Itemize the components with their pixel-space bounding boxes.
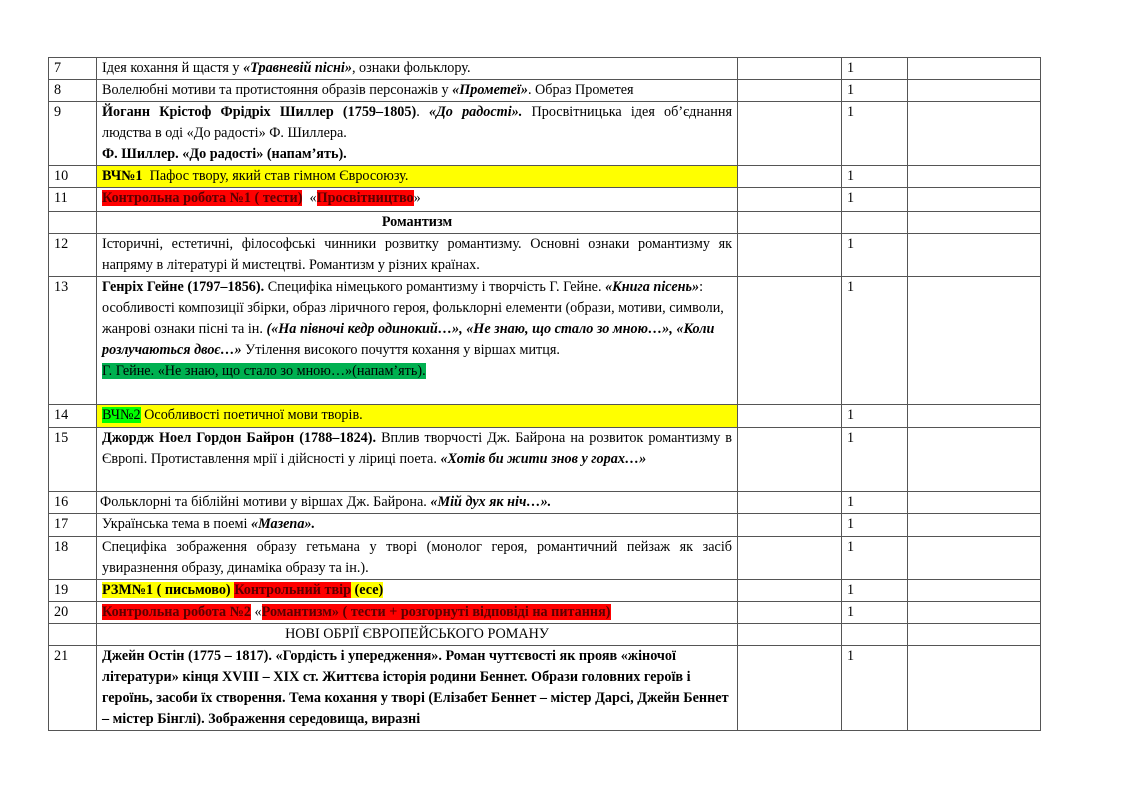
date-cell [738, 58, 842, 80]
author-name: Йоганн Крістоф Фрідріх Шиллер (1759–1805) [102, 104, 417, 120]
lesson-topic [97, 188, 738, 212]
note-cell [908, 234, 1041, 277]
table-row [49, 428, 1041, 492]
date-cell [738, 102, 842, 166]
note-cell [908, 277, 1041, 405]
lesson-number: 17 [49, 514, 97, 537]
note-cell [908, 624, 1041, 646]
hours-cell: 1 [842, 514, 908, 537]
lesson-number [49, 212, 97, 234]
topic-text: Особливості поетичної мови творів. [140, 407, 363, 423]
lesson-number: 16 [49, 492, 97, 514]
lesson-number: 19 [49, 580, 97, 602]
table-row [49, 492, 1041, 514]
lesson-number: 11 [49, 188, 97, 212]
note-cell [908, 492, 1041, 514]
work-title: «Травневій пісні» [243, 60, 352, 76]
test-topic: Просвітництво [316, 190, 414, 206]
hours-cell: 1 [842, 428, 908, 492]
memorization-note: Г. Гейне. «Не знаю, що стало зо мною…»(напам’ять). [102, 363, 426, 379]
lesson-topic: Джейн Остін (1775 – 1817). «Гордість і упередження». Роман чуттєвості як прояв «жіночої літератури» кінця XVIII – XIX ст. Життєва історія родини Беннет. Образи головних героїв і героїнь, засоби їх створення. Тема кохання у творі (Елізабет Беннет – містер Дарсі, Джейн Беннет – містер Бінглі). Зображення середовища, виразні [97, 646, 738, 731]
table-row [49, 58, 1041, 80]
lesson-topic [97, 514, 738, 537]
extracurricular-reading-label: ВЧ№2 [102, 407, 141, 423]
date-cell [738, 514, 842, 537]
date-cell [738, 492, 842, 514]
author-name: Генріх Гейне (1797–1856). [102, 279, 265, 295]
section-heading: Романтизм [97, 212, 738, 234]
extracurricular-reading-label: ВЧ№1 [102, 168, 143, 184]
lesson-topic [97, 602, 738, 624]
poem-titles: («На півночі кедр одинокий…», «Не знаю, що стало зо мною…», «Коли розлучаються двоє…» [102, 321, 715, 358]
lesson-topic [97, 80, 738, 102]
topic-text: Волелюбні мотиви та протистояння образів персонажів у [102, 82, 453, 98]
hours-cell: 1 [842, 102, 908, 166]
curriculum-table [48, 57, 1041, 731]
table-row [49, 646, 1041, 731]
date-cell [738, 277, 842, 405]
lesson-number: 14 [49, 405, 97, 428]
table-row [49, 188, 1041, 212]
date-cell [738, 188, 842, 212]
memorization-note: Ф. Шиллер. «До радості» (напам’ять). [102, 146, 347, 162]
lesson-number: 9 [49, 102, 97, 166]
hours-cell: 1 [842, 602, 908, 624]
date-cell [738, 166, 842, 188]
topic-text: Українська тема в поемі [102, 516, 251, 532]
work-title: «Хотів би жити знов у горах…» [440, 451, 647, 467]
hours-cell: 1 [842, 166, 908, 188]
date-cell [738, 624, 842, 646]
test-topic: Романтизм» ( тести + розгорнуті відповіді на питання) [261, 604, 611, 620]
hours-cell: 1 [842, 277, 908, 405]
table-row [49, 537, 1041, 580]
test-label: Контрольна робота №1 ( тести) [102, 190, 303, 206]
date-cell [738, 602, 842, 624]
date-cell [738, 428, 842, 492]
date-cell [738, 212, 842, 234]
topic-text: « [302, 190, 317, 206]
topic-text: , ознаки фольклору. [351, 60, 471, 76]
lesson-number: 20 [49, 602, 97, 624]
work-title: «Мій дух як ніч…». [430, 494, 552, 510]
hours-cell: 1 [842, 58, 908, 80]
lesson-number: 13 [49, 277, 97, 405]
hours-cell: 1 [842, 405, 908, 428]
hours-cell: 1 [842, 188, 908, 212]
work-title: «Книга пісень» [605, 279, 700, 295]
lesson-topic [97, 492, 738, 514]
note-cell [908, 405, 1041, 428]
lesson-topic [97, 102, 738, 166]
essay-label: Контрольний твір [234, 582, 351, 598]
lesson-topic [97, 405, 738, 428]
table-row [49, 234, 1041, 277]
date-cell [738, 405, 842, 428]
table-row [49, 405, 1041, 428]
topic-text: Просвітницька ідея об’єднання людства в оді «До радості» Ф. Шиллера. [102, 104, 733, 141]
topic-text: « [251, 604, 262, 620]
table-row [49, 102, 1041, 166]
topic-text: » [413, 190, 421, 206]
hours-cell: 1 [842, 80, 908, 102]
hours-cell [842, 212, 908, 234]
note-cell [908, 646, 1041, 731]
essay-type: (есе) [350, 582, 384, 598]
table-row [49, 277, 1041, 405]
lesson-topic: Історичні, естетичні, філософські чинники розвитку романтизму. Основні ознаки романтизму як напряму в літературі й мистецтві. Романтизм у різних країнах. [97, 234, 738, 277]
topic-text: Ідея кохання й щастя у [102, 60, 244, 76]
note-cell [908, 602, 1041, 624]
note-cell [908, 58, 1041, 80]
note-cell [908, 537, 1041, 580]
table-row [49, 166, 1041, 188]
lesson-topic [97, 580, 738, 602]
lesson-topic [97, 58, 738, 80]
lesson-topic [97, 277, 738, 405]
topic-text: . Образ Прометея [527, 82, 634, 98]
section-row [49, 624, 1041, 646]
topic-text: Вплив творчості Дж. Байрона на розвиток романтизму в Європі. Протиставлення мрії і дійсності у ліриці поета. [102, 430, 732, 467]
date-cell [738, 80, 842, 102]
note-cell [908, 80, 1041, 102]
date-cell [738, 580, 842, 602]
topic-text: Фольклорні та біблійні мотиви у віршах Дж. Байрона. [100, 494, 431, 510]
topic-text: : особливості композиції збірки, образ ліричного героя, фольклорні елементи (образи, мотиви, символи, жанрові ознаки пісні та ін. [102, 279, 724, 337]
lesson-number: 8 [49, 80, 97, 102]
note-cell [908, 102, 1041, 166]
hours-cell [842, 624, 908, 646]
hours-cell: 1 [842, 646, 908, 731]
hours-cell: 1 [842, 492, 908, 514]
lesson-number: 10 [49, 166, 97, 188]
topic-text: Специфіка німецького романтизму і творчість Г. Гейне. [264, 279, 606, 295]
section-row [49, 212, 1041, 234]
note-cell [908, 166, 1041, 188]
lesson-number: 18 [49, 537, 97, 580]
lesson-number [49, 624, 97, 646]
lesson-number: 12 [49, 234, 97, 277]
table-row [49, 514, 1041, 537]
note-cell [908, 428, 1041, 492]
lesson-number: 7 [49, 58, 97, 80]
lesson-number: 15 [49, 428, 97, 492]
speech-development-label: РЗМ№1 ( письмово) [102, 582, 231, 598]
work-title: «Прометеї» [452, 82, 528, 98]
hours-cell: 1 [842, 234, 908, 277]
work-title: «Мазепа». [251, 516, 316, 532]
topic-text: Утілення високого почуття кохання у віршах митця. [241, 342, 560, 358]
note-cell [908, 188, 1041, 212]
topic-text: . [416, 104, 429, 120]
hours-cell: 1 [842, 537, 908, 580]
hours-cell: 1 [842, 580, 908, 602]
table-row [49, 580, 1041, 602]
author-name: Джордж Ноел Гордон Байрон (1788–1824). [102, 430, 377, 446]
lesson-topic [97, 428, 738, 492]
lesson-number: 21 [49, 646, 97, 731]
work-title: «До радості». [428, 104, 523, 120]
test-label: Контрольна робота №2 [102, 604, 251, 620]
note-cell [908, 580, 1041, 602]
topic-text: Пафос твору, який став гімном Євросоюзу. [142, 168, 409, 184]
note-cell [908, 212, 1041, 234]
section-heading: НОВІ ОБРІЇ ЄВРОПЕЙСЬКОГО РОМАНУ [97, 624, 738, 646]
table-row [49, 602, 1041, 624]
date-cell [738, 537, 842, 580]
table-row [49, 80, 1041, 102]
note-cell [908, 514, 1041, 537]
date-cell [738, 234, 842, 277]
lesson-topic: Специфіка зображення образу гетьмана у творі (монолог героя, романтичний пейзаж як засіб увиразнення образу, динаміка образу та ін.). [97, 537, 738, 580]
lesson-topic [97, 166, 738, 188]
date-cell [738, 646, 842, 731]
